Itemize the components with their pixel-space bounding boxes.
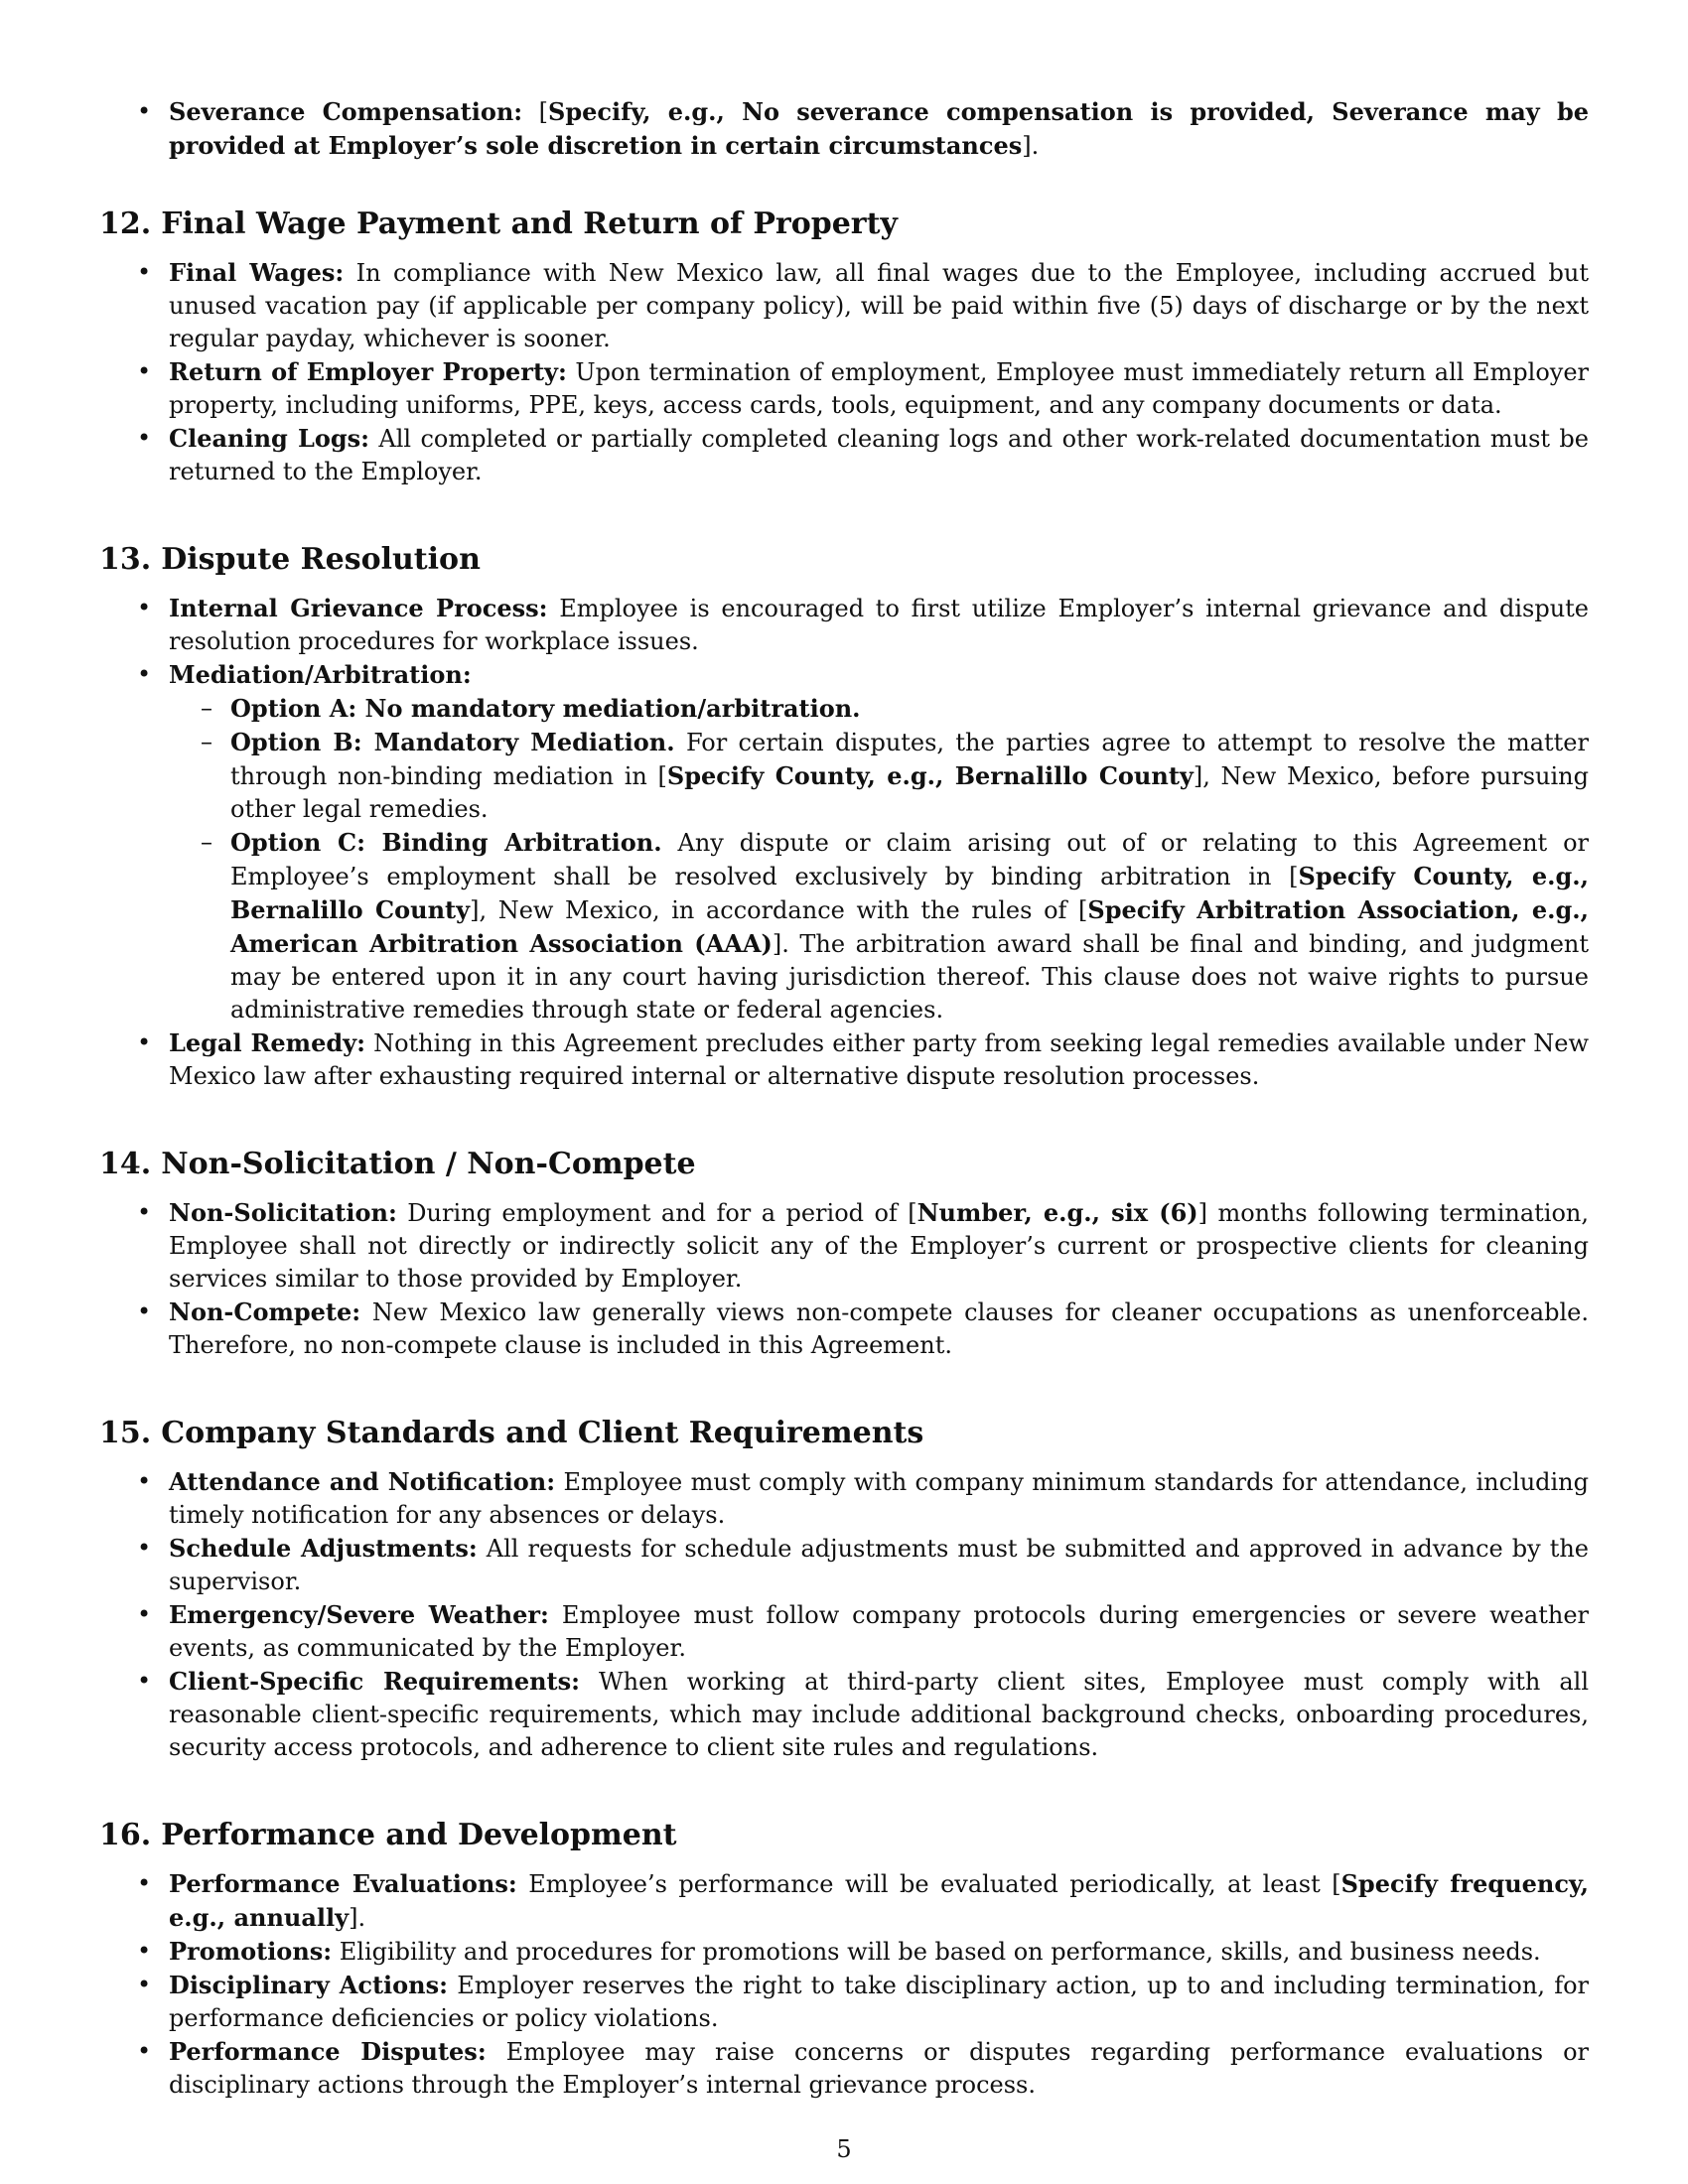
list-item-disciplinary-actions: • Disciplinary Actions: Employer reserves the right to take disciplinary action, up to and including termination, for performance deficiencies or policy violations.	[99, 1969, 1589, 2035]
list-item-mediation-arbitration: • Mediation/Arbitration: – Option A: No mandatory mediation/arbitration. – Option B: Mandatory Mediation. For certain disputes, the parties agree to attempt to resolve the matter through non-binding mediation in [Specify County, e.g., Bernalillo County], New Mexico, before pursuing other legal remedies. – Option C: Binding Arbitration. Any dispute or claim arising out of or relating to this Agreement or Employee’s employment shall be resolved exclusively by binding arbitration in [Specify County, e.g., Bernalillo County], New Mexico, in accordance with the rules of [Specify Arbitration Association, e.g., American Arbitration Association (AAA)]. The arbitration award shall be final and binding, and judgment may be entered upon it in any court having jurisdiction thereof. This clause does not waive rights to pursue administrative remedies through state or federal agencies.	[99, 658, 1589, 1026]
section-14	[99, 1145, 1589, 1362]
section-11-continuation	[99, 95, 1589, 163]
section-heading: 14. Non-Solicitation / Non-Compete	[99, 1147, 696, 1181]
list-item-promotions: • Promotions: Eligibility and procedures for promotions will be based on performance, skills, and business needs.	[99, 1935, 1589, 1969]
section-heading: 15. Company Standards and Client Requirements	[99, 1416, 924, 1450]
list-item-performance-evaluations: • Performance Evaluations: Employee’s performance will be evaluated periodically, at least [Specify frequency, e.g., annually].	[99, 1867, 1589, 1935]
section-heading: 13. Dispute Resolution	[99, 542, 481, 577]
list-item-attendance: • Attendance and Notification: Employee must comply with company minimum standards for attendance, including timely notification for any absences or delays.	[99, 1465, 1589, 1532]
section-16	[99, 1816, 1589, 2102]
section-13	[99, 540, 1589, 1093]
option-b: – Option B: Mandatory Mediation. For certain disputes, the parties agree to attempt to resolve the matter through non-binding mediation in [Specify County, e.g., Bernalillo County], New Mexico, before pursuing other legal remedies.	[169, 726, 1589, 826]
list-item-client-requirements: • Client-Specific Requirements: When working at third-party client sites, Employee must comply with all reasonable client-specific requirements, which may include additional background checks, onboarding procedures, security access protocols, and adherence to client site rules and regulations.	[99, 1665, 1589, 1764]
section-15	[99, 1414, 1589, 1764]
list-item-severance-compensation: • Severance Compensation: [Specify, e.g., No severance compensation is provided, Severance may be provided at Employer’s sole discretion in certain circumstances].	[99, 95, 1589, 163]
list-item-cleaning-logs: • Cleaning Logs: All completed or partially completed cleaning logs and other work-related documentation must be returned to the Employer.	[99, 422, 1589, 488]
list-item-non-compete: • Non-Compete: New Mexico law generally views non-compete clauses for cleaner occupations as unenforceable. Therefore, no non-compete clause is included in this Agreement.	[99, 1296, 1589, 1362]
section-heading: 12. Final Wage Payment and Return of Property	[99, 206, 898, 241]
page-number: 5	[836, 2135, 852, 2163]
list-item-non-solicitation: • Non-Solicitation: During employment and for a period of [Number, e.g., six (6)] months following termination, Employee shall not directly or indirectly solicit any of the Employer’s current or prospective clients for cleaning services similar to those provided by Employer.	[99, 1196, 1589, 1296]
list-item-schedule-adjustments: • Schedule Adjustments: All requests for schedule adjustments must be submitted and approved in advance by the supervisor.	[99, 1532, 1589, 1598]
list-item-internal-grievance: • Internal Grievance Process: Employee is encouraged to first utilize Employer’s internal grievance and dispute resolution procedures for workplace issues.	[99, 592, 1589, 658]
option-a: – Option A: No mandatory mediation/arbitration.	[169, 692, 1589, 726]
section-heading: 16. Performance and Development	[99, 1818, 677, 1852]
list-item-emergency-weather: • Emergency/Severe Weather: Employee must follow company protocols during emergencies or severe weather events, as communicated by the Employer.	[99, 1598, 1589, 1665]
list-item-return-property: • Return of Employer Property: Upon termination of employment, Employee must immediately return all Employer property, including uniforms, PPE, keys, access cards, tools, equipment, and any company documents or data.	[99, 355, 1589, 422]
option-c: – Option C: Binding Arbitration. Any dispute or claim arising out of or relating to this Agreement or Employee’s employment shall be resolved exclusively by binding arbitration in [Specify County, e.g., Bernalillo County], New Mexico, in accordance with the rules of [Specify Arbitration Association, e.g., American Arbitration Association (AAA)]. The arbitration award shall be final and binding, and judgment may be entered upon it in any court having jurisdiction thereof. This clause does not waive rights to pursue administrative remedies through state or federal agencies.	[169, 826, 1589, 1026]
section-12	[99, 205, 1589, 488]
document-page	[99, 95, 1589, 2153]
list-item-legal-remedy: • Legal Remedy: Nothing in this Agreement precludes either party from seeking legal remedies available under New Mexico law after exhausting required internal or alternative dispute resolution processes.	[99, 1026, 1589, 1093]
list-item-performance-disputes: • Performance Disputes: Employee may raise concerns or disputes regarding performance evaluations or disciplinary actions through the Employer’s internal grievance process.	[99, 2035, 1589, 2102]
item-label: Severance Compensation:	[169, 97, 523, 126]
list-item-final-wages: • Final Wages: In compliance with New Mexico law, all final wages due to the Employee, including accrued but unused vacation pay (if applicable per company policy), will be paid within five (5) days of discharge or by the next regular payday, whichever is sooner.	[99, 256, 1589, 355]
